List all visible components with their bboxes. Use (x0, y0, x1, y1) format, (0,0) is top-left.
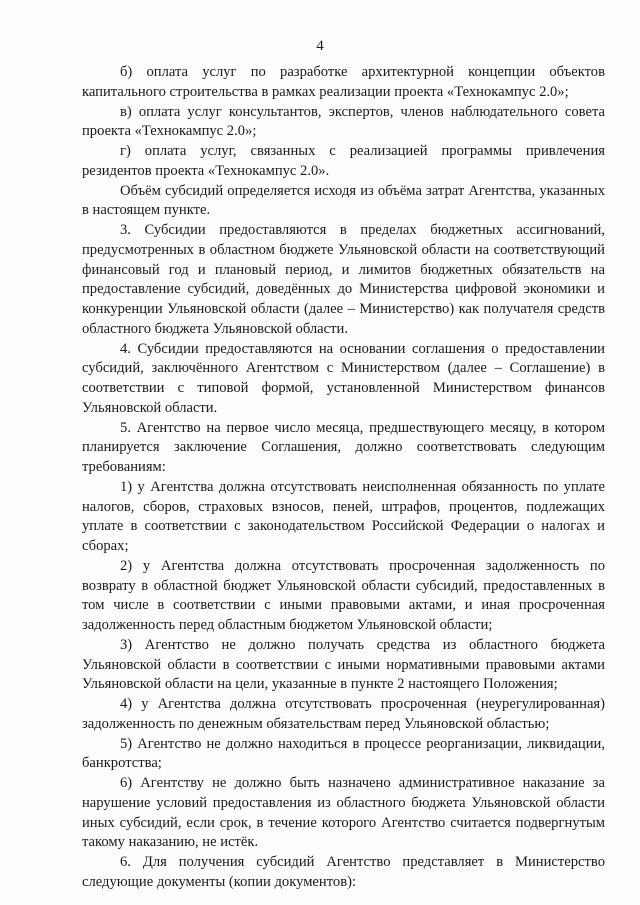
paragraph-4: 4. Субсидии предоставляются на основании соглашения о предоставлении субсидий, заключённого Агентством с Министерством (далее – Соглашение) в соответствии с типовой формой, установленной Министерством финансов Ульяновской области. (82, 340, 605, 416)
paragraph-2g: г) оплата услуг, связанных с реализацией программы привлечения резидентов проекта «Технокампус 2.0». (82, 143, 605, 179)
paragraph-5: 5. Агентство на первое число месяца, предшествующего месяцу, в котором планируется заключение Соглашения, должно соответствовать следующим требованиям: (82, 419, 605, 475)
requirement-5: 5) Агентство не должно находиться в процессе реорганизации, ликвидации, банкротства; (82, 735, 605, 772)
paragraph-2v: в) оплата услуг консультантов, экспертов, членов наблюдательного совета проекта «Технокампус 2.0»; (82, 103, 605, 140)
page-number: 4 (316, 38, 324, 54)
document-body (82, 63, 605, 893)
requirement-1: 1) у Агентства должна отсутствовать неисполненная обязанность по уплате налогов, сборов, страховых взносов, пеней, штрафов, процентов, подлежащих уплате в соответствии с законодательством Российской Федерации о налогах и сборах; (82, 478, 605, 554)
requirement-3: 3) Агентство не должно получать средства из областного бюджета Ульяновской области в соответствии с иными нормативными правовыми актами Ульяновской области на цели, указанные в пункте 2 настоящего Положения; (82, 636, 605, 693)
paragraph-6: 6. Для получения субсидий Агентство представляет в Министерство следующие документы (копии документов): (82, 854, 605, 890)
requirement-6: 6) Агентству не должно быть назначено административное наказание за нарушение условий предоставления из областного бюджета Ульяновской области иных субсидий, если срок, в течение которого Агентство считается подвергнутым такому наказанию, не истёк. (82, 775, 605, 851)
requirement-4: 4) у Агентства должна отсутствовать просроченная (неурегулированная) задолженность по денежным обязательствам перед Ульяновской областью; (82, 696, 605, 732)
paragraph-2b: б) оплата услуг по разработке архитектурной концепции объектов капитального строительства в рамках реализации проекта «Технокампус 2.0»; (82, 64, 605, 100)
paragraph-subsidy-volume: Объём субсидий определяется исходя из объёма затрат Агентства, указанных в настоящем пункте. (82, 182, 605, 219)
paragraph-3: 3. Субсидии предоставляются в пределах бюджетных ассигнований, предусмотренных в областном бюджете Ульяновской области на соответствующий финансовый год и плановый период, и лимитов бюджетных обязательств на предоставление субсидий, доведённых до Министерства цифровой экономики и конкуренции Ульяновской области (далее – Министерство) как получателя средств областного бюджета Ульяновской области. (82, 222, 605, 337)
requirement-2: 2) у Агентства должна отсутствовать просроченная задолженность по возврату в областной бюджет Ульяновской области субсидий, предоставленных в том числе в соответствии с иными правовыми актами, и иная просроченная задолженность перед областным бюджетом Ульяновской области; (82, 557, 605, 633)
